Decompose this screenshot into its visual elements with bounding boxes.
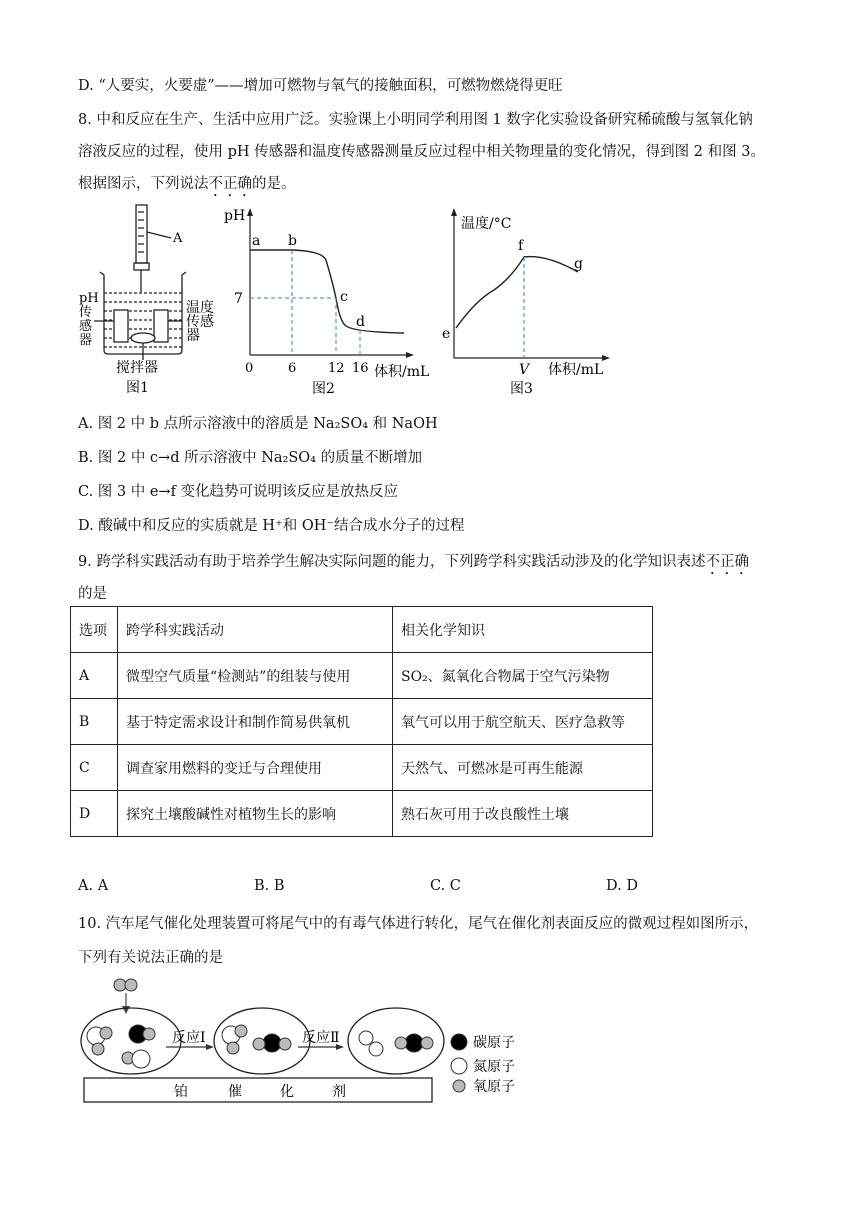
stage-3-molecules: [359, 1031, 433, 1056]
fig3-ylabel: 温度/°C: [461, 216, 512, 232]
fig3-xlabel: 体积/mL: [548, 362, 604, 378]
catalyst-char-1: 铂: [174, 1084, 188, 1100]
point-b: b: [288, 233, 297, 249]
fig2-xtick-6: 6: [288, 361, 297, 376]
q9-answer-c: C. C: [430, 878, 461, 894]
fig2-ylabel: pH: [224, 208, 246, 224]
fig1-caption: 图1: [126, 380, 149, 396]
fig2-xtick-16: 16: [352, 361, 369, 376]
table-header-row: [71, 607, 653, 653]
legend-nitrogen-symbol: [451, 1058, 467, 1074]
cell-option: A: [71, 653, 118, 699]
reaction-1-arrow-head: [206, 1044, 214, 1050]
x-axis-arrow: [602, 355, 610, 361]
catalyst-char-3: 化: [280, 1084, 294, 1100]
cell-option: C: [71, 745, 118, 791]
legend-nitrogen: 氮原子: [473, 1059, 515, 1075]
q9-answer-b: B. B: [254, 878, 285, 894]
x-axis-arrow: [406, 352, 414, 358]
fig2-xlabel: 体积/mL: [374, 364, 430, 380]
burette-label-a: A: [173, 231, 183, 246]
header-knowledge: 相关化学知识: [393, 607, 653, 653]
temp-sensor-label: 温度传感器: [186, 300, 214, 344]
stage-1-molecules: [87, 1025, 155, 1068]
beaker: [94, 272, 186, 360]
point-c: c: [340, 289, 348, 305]
table-row: [71, 745, 653, 791]
cell-knowledge: 天然气、可燃冰是可再生能源: [393, 745, 653, 791]
legend-oxygen: 氧原子: [473, 1079, 515, 1095]
q8-stem-end: 的是。: [252, 176, 296, 192]
y-axis-arrow: [451, 208, 457, 216]
q9-table: [70, 606, 653, 837]
figure-3-temperature-curve: [436, 200, 626, 400]
point-f: f: [518, 238, 524, 254]
incoming-molecule: [114, 979, 137, 991]
legend-oxygen-symbol: [453, 1080, 465, 1092]
q8-stem-line3: [78, 172, 296, 200]
table-row: [71, 653, 653, 699]
ph-curve: [250, 250, 404, 333]
cell-option: D: [71, 791, 118, 837]
fig2-xtick-12: 12: [328, 361, 345, 376]
fig3-caption: 图3: [510, 381, 533, 397]
fig2-xtick-0: 0: [245, 361, 254, 376]
cell-knowledge: SO₂、氮氧化合物属于空气污染物: [393, 653, 653, 699]
table-row: [71, 699, 653, 745]
q9-emphasis: 不正确: [705, 554, 749, 570]
q8-emphasis: 不正确: [208, 176, 252, 192]
cell-activity: 基于特定需求设计和制作简易供氧机: [118, 699, 393, 745]
q9-stem-line1: [78, 550, 749, 578]
cell-option: B: [71, 699, 118, 745]
q7-option-d: D. “人要实，火要虚”——增加可燃物与氧气的接触面积，可燃物燃烧得更旺: [78, 78, 563, 94]
q9-answer-a: A. A: [78, 878, 109, 894]
q8-option-d: D. 酸碱中和反应的实质就是 H⁺和 OH⁻结合成水分子的过程: [78, 518, 465, 534]
cell-knowledge: 熟石灰可用于改良酸性土壤: [393, 791, 653, 837]
catalyst-char-4: 剂: [332, 1084, 346, 1100]
point-g: g: [574, 256, 583, 272]
fig2-caption: 图2: [312, 381, 335, 397]
cell-activity: 探究土壤酸碱性对植物生长的影响: [118, 791, 393, 837]
stirrer-label: 搅拌器: [116, 360, 158, 376]
cell-activity: 微型空气质量“检测站”的组装与使用: [118, 653, 393, 699]
stage-2-molecules: [222, 1025, 291, 1054]
cell-activity: 调查家用燃料的变迁与合理使用: [118, 745, 393, 791]
cell-knowledge: 氧气可以用于航空航天、医疗急救等: [393, 699, 653, 745]
reaction-1-label: 反应Ⅰ: [172, 1030, 206, 1046]
q10-reaction-diagram: [76, 972, 536, 1110]
down-arrow-head: [122, 1006, 130, 1014]
reaction-2-label: 反应Ⅱ: [302, 1030, 340, 1046]
q10-stem-line1: 10. 汽车尾气催化处理装置可将尾气中的有毒气体进行转化，尾气在催化剂表面反应的微观过程如图所示，: [78, 916, 759, 932]
legend-carbon: 碳原子: [473, 1035, 515, 1051]
figure-2-ph-curve: [222, 200, 442, 400]
y-axis-arrow: [247, 208, 253, 216]
point-d: d: [356, 314, 365, 330]
figure-1-apparatus: [74, 200, 234, 400]
table-row: [71, 791, 653, 837]
q8-stem-line2: 溶液反应的过程，使用 pH 传感器和温度传感器测量反应过程中相关物理量的变化情况，得到图 2 和图 3。: [78, 144, 765, 160]
q8-stem-text: 根据图示，下列说法: [78, 176, 209, 192]
q9-stem-text: 9. 跨学科实践活动有助于培养学生解决实际问题的能力，下列跨学科实践活动涉及的化学知识表述: [78, 554, 706, 570]
legend: [451, 1034, 467, 1092]
point-e: e: [442, 326, 451, 342]
catalyst-char-2: 催: [228, 1084, 242, 1100]
q8-option-b: B. 图 2 中 c→d 所示溶液中 Na₂SO₄ 的质量不断增加: [78, 450, 423, 466]
q9-stem-line2: 的是: [78, 586, 107, 602]
burette: [134, 205, 171, 292]
fig2-ytick-7: 7: [234, 291, 243, 307]
q8-option-a: A. 图 2 中 b 点所示溶液中的溶质是 Na₂SO₄ 和 NaOH: [78, 416, 438, 432]
point-a: a: [252, 233, 261, 249]
q8-option-c: C. 图 3 中 e→f 变化趋势可说明该反应是放热反应: [78, 484, 399, 500]
legend-carbon-symbol: [451, 1034, 467, 1050]
temperature-curve: [456, 257, 578, 328]
ph-sensor-label: pH 传感器: [79, 291, 99, 348]
q9-answer-d: D. D: [606, 878, 638, 894]
header-option: 选项: [71, 607, 118, 653]
fig3-xtick-v: V: [519, 362, 530, 378]
header-activity: 跨学科实践活动: [118, 607, 393, 653]
q8-stem-line1: 8. 中和反应在生产、生活中应用广泛。实验课上小明同学利用图 1 数字化实验设备研究稀硫酸与氢氧化钠: [78, 112, 753, 128]
catalyst-bar: [84, 1078, 432, 1102]
q10-stem-line2: 下列有关说法正确的是: [78, 950, 223, 966]
